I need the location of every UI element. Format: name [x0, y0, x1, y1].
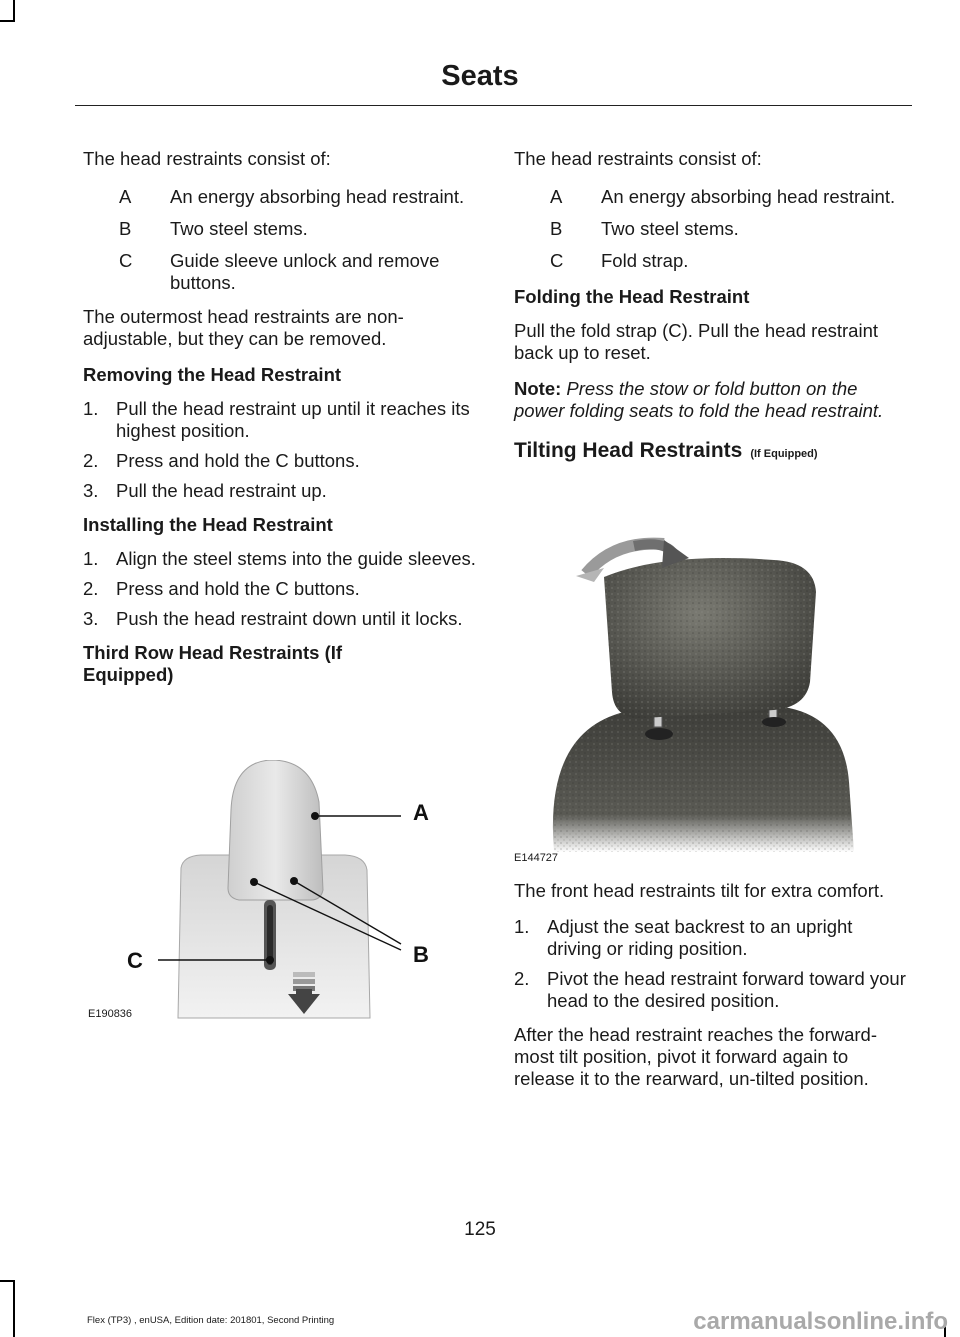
right-column: [514, 148, 909, 477]
right-column-bottom: [514, 880, 909, 1104]
list-item: 1. Pull the head restraint up until it reaches its highest position.: [83, 398, 470, 441]
list-item: 1. Align the steel stems into the guide sleeves.: [83, 548, 476, 569]
removing-heading: Removing the Head Restraint: [83, 364, 342, 385]
after-para: After the head restraint reaches the forward-most tilt position, pivot it forward again to release it to the rearward, un-tilted position.: [514, 1024, 877, 1089]
third-row-figure: [83, 760, 478, 1025]
tilting-head-restraint-illustration: [514, 532, 909, 852]
list-item: 2. Pivot the head restraint forward toward your head to the desired position.: [514, 968, 906, 1011]
folding-heading: Folding the Head Restraint: [514, 286, 750, 307]
callout-label-b: B: [413, 942, 429, 967]
outermost-para: The outermost head restraints are non-adjustable, but they can be removed.: [83, 306, 404, 349]
folding-para: Pull the fold strap (C). Pull the head restraint back up to reset.: [514, 320, 879, 363]
page-footer: Flex (TP3) , enUSA, Edition date: 201801, Second Printing: [87, 1315, 335, 1326]
tilting-heading: Tilting Head Restraints (If Equipped): [514, 439, 818, 462]
list-item: C Fold strap.: [550, 250, 689, 271]
page-number: 125: [464, 1219, 496, 1240]
list-item: A An energy absorbing head restraint.: [119, 186, 465, 207]
crop-mark: [13, 0, 15, 22]
third-row-heading: Third Row Head Restraints (If Equipped): [83, 642, 343, 685]
list-item: A An energy absorbing head restraint.: [550, 186, 896, 207]
list-item: 1. Adjust the seat backrest to an upright driving or riding position.: [514, 916, 853, 959]
removing-steps: [83, 398, 478, 502]
list-item: 2. Press and hold the C buttons.: [83, 450, 360, 471]
list-item: C Guide sleeve unlock and remove buttons.: [119, 250, 440, 293]
tilt-steps: [514, 916, 909, 1012]
list-item: B Two steel stems.: [119, 218, 308, 239]
right-parts-list: [514, 186, 909, 272]
callout-label-c: C: [127, 948, 143, 973]
list-item: 3. Pull the head restraint up.: [83, 480, 327, 501]
tilting-figure: [514, 532, 909, 867]
tilting-qualifier: (If Equipped): [750, 448, 818, 460]
crop-mark: [0, 1280, 15, 1282]
crop-mark: [13, 1280, 15, 1337]
header-rule: [75, 105, 912, 106]
figure-code: E190836: [88, 1008, 133, 1020]
watermark: carmanualsonline.info: [693, 1308, 948, 1335]
third-row-head-restraint-illustration: [83, 760, 478, 1025]
left-intro: The head restraints consist of:: [83, 148, 331, 169]
installing-steps: [83, 548, 478, 630]
right-intro: The head restraints consist of:: [514, 148, 762, 169]
list-item: 3. Push the head restraint down until it locks.: [83, 608, 463, 629]
list-item: B Two steel stems.: [550, 218, 739, 239]
note: Note: Press the stow or fold button on the power folding seats to fold the head restraint.: [514, 378, 884, 421]
tilt-para: The front head restraints tilt for extra comfort.: [514, 880, 885, 901]
figure-code: E144727: [514, 852, 559, 864]
left-parts-list: [83, 186, 478, 294]
callout-label-a: A: [413, 800, 429, 825]
left-column: [83, 148, 478, 686]
crop-mark: [0, 20, 15, 22]
list-item: 2. Press and hold the C buttons.: [83, 578, 360, 599]
installing-heading: Installing the Head Restraint: [83, 514, 333, 535]
page-header-title: Seats: [441, 60, 519, 92]
